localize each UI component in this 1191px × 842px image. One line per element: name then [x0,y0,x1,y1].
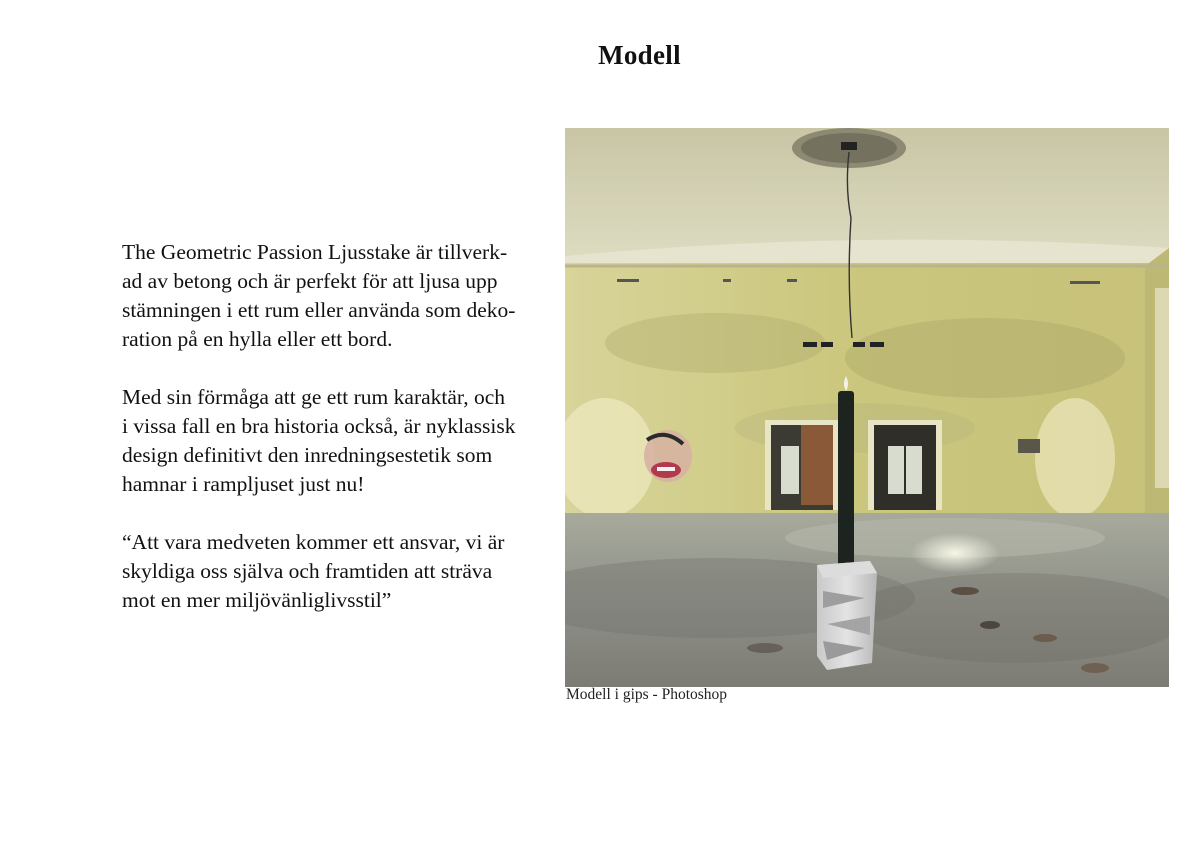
text-line: ad av betong och är perfekt för att ljusa upp [122,269,498,293]
photo-caption: Modell i gips - Photoshop [566,686,728,703]
text-line: “Att vara medveten kommer ett ansvar, vi är [122,530,505,554]
text-line: hamnar i rampljuset just nu! [122,472,365,496]
room-photo-illustration [565,128,1169,687]
text-line: ration på en hylla eller ett bord. [122,327,393,351]
paragraph-quote [122,528,564,615]
paragraph-character [122,383,564,499]
text-line: skyldiga oss själva och framtiden att sträva [122,559,493,583]
room-photo [565,128,1169,687]
page-title: Modell [598,40,681,70]
text-line: mot en mer miljövänliglivsstil” [122,588,392,612]
text-line: Med sin förmåga att ge ett rum karaktär, och [122,385,506,409]
text-line: i vissa fall en bra historia också, är nyklassisk [122,414,516,438]
paragraph-intro [122,238,564,354]
body-text [122,238,564,644]
text-line: stämningen i ett rum eller använda som deko- [122,298,516,322]
text-line: design definitivt den inredningsestetik som [122,443,493,467]
text-line: The Geometric Passion Ljusstake är tillverk- [122,240,508,264]
